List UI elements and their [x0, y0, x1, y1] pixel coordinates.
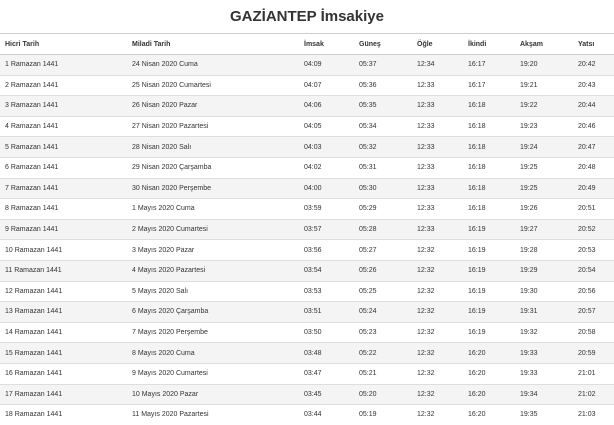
aksam-cell: 19:30 [515, 281, 573, 302]
hicri-date-cell: 2 Ramazan 1441 [0, 75, 127, 96]
ogle-cell: 12:32 [412, 302, 463, 323]
aksam-cell: 19:33 [515, 363, 573, 384]
table-row [0, 157, 614, 178]
gunes-cell: 05:21 [354, 363, 412, 384]
yatsi-cell: 20:43 [573, 75, 614, 96]
gunes-cell: 05:19 [354, 405, 412, 425]
yatsi-cell: 20:59 [573, 343, 614, 364]
gunes-cell: 05:30 [354, 178, 412, 199]
ikindi-cell: 16:19 [463, 302, 515, 323]
table-row [0, 219, 614, 240]
aksam-cell: 19:33 [515, 343, 573, 364]
imsak-cell: 03:48 [299, 343, 354, 364]
column-header-miladi: Miladi Tarih [127, 34, 299, 55]
table-row [0, 363, 614, 384]
hicri-date-cell: 6 Ramazan 1441 [0, 157, 127, 178]
table-row [0, 343, 614, 364]
table-row [0, 281, 614, 302]
gunes-cell: 05:24 [354, 302, 412, 323]
hicri-date-cell: 9 Ramazan 1441 [0, 219, 127, 240]
ikindi-cell: 16:20 [463, 384, 515, 405]
hicri-date-cell: 14 Ramazan 1441 [0, 322, 127, 343]
miladi-date-cell: 28 Nisan 2020 Salı [127, 137, 299, 158]
miladi-date-cell: 2 Mayıs 2020 Cumartesi [127, 219, 299, 240]
yatsi-cell: 20:44 [573, 96, 614, 117]
miladi-date-cell: 9 Mayıs 2020 Cumartesi [127, 363, 299, 384]
table-row [0, 240, 614, 261]
imsak-cell: 03:51 [299, 302, 354, 323]
aksam-cell: 19:29 [515, 260, 573, 281]
yatsi-cell: 20:42 [573, 55, 614, 76]
ikindi-cell: 16:18 [463, 157, 515, 178]
yatsi-cell: 20:49 [573, 178, 614, 199]
ikindi-cell: 16:18 [463, 137, 515, 158]
gunes-cell: 05:20 [354, 384, 412, 405]
ikindi-cell: 16:18 [463, 96, 515, 117]
aksam-cell: 19:35 [515, 405, 573, 425]
aksam-cell: 19:32 [515, 322, 573, 343]
ikindi-cell: 16:20 [463, 405, 515, 425]
yatsi-cell: 20:56 [573, 281, 614, 302]
imsak-cell: 04:05 [299, 116, 354, 137]
ikindi-cell: 16:20 [463, 363, 515, 384]
hicri-date-cell: 4 Ramazan 1441 [0, 116, 127, 137]
ikindi-cell: 16:19 [463, 219, 515, 240]
aksam-cell: 19:31 [515, 302, 573, 323]
miladi-date-cell: 3 Mayıs 2020 Pazar [127, 240, 299, 261]
ogle-cell: 12:33 [412, 199, 463, 220]
ogle-cell: 12:32 [412, 405, 463, 425]
aksam-cell: 19:20 [515, 55, 573, 76]
ogle-cell: 12:33 [412, 178, 463, 199]
gunes-cell: 05:37 [354, 55, 412, 76]
hicri-date-cell: 7 Ramazan 1441 [0, 178, 127, 199]
imsak-cell: 03:50 [299, 322, 354, 343]
column-header-hicri: Hicri Tarih [0, 34, 127, 55]
imsak-cell: 04:02 [299, 157, 354, 178]
aksam-cell: 19:26 [515, 199, 573, 220]
imsak-cell: 03:44 [299, 405, 354, 425]
hicri-date-cell: 15 Ramazan 1441 [0, 343, 127, 364]
ikindi-cell: 16:18 [463, 199, 515, 220]
yatsi-cell: 20:47 [573, 137, 614, 158]
aksam-cell: 19:21 [515, 75, 573, 96]
ogle-cell: 12:33 [412, 96, 463, 117]
ogle-cell: 12:34 [412, 55, 463, 76]
column-header-imsak: İmsak [299, 34, 354, 55]
yatsi-cell: 20:57 [573, 302, 614, 323]
miladi-date-cell: 29 Nisan 2020 Çarşamba [127, 157, 299, 178]
miladi-date-cell: 27 Nisan 2020 Pazartesi [127, 116, 299, 137]
aksam-cell: 19:28 [515, 240, 573, 261]
ogle-cell: 12:33 [412, 116, 463, 137]
column-header-ikindi: İkindi [463, 34, 515, 55]
gunes-cell: 05:23 [354, 322, 412, 343]
hicri-date-cell: 10 Ramazan 1441 [0, 240, 127, 261]
table-row [0, 178, 614, 199]
miladi-date-cell: 4 Mayıs 2020 Pazartesi [127, 260, 299, 281]
ogle-cell: 12:33 [412, 219, 463, 240]
ogle-cell: 12:32 [412, 322, 463, 343]
gunes-cell: 05:32 [354, 137, 412, 158]
table-row [0, 55, 614, 76]
ogle-cell: 12:32 [412, 240, 463, 261]
miladi-date-cell: 26 Nisan 2020 Pazar [127, 96, 299, 117]
column-header-gunes: Güneş [354, 34, 412, 55]
imsak-cell: 04:00 [299, 178, 354, 199]
miladi-date-cell: 10 Mayıs 2020 Pazar [127, 384, 299, 405]
ogle-cell: 12:33 [412, 137, 463, 158]
table-body [0, 55, 614, 425]
ogle-cell: 12:32 [412, 281, 463, 302]
ikindi-cell: 16:19 [463, 260, 515, 281]
table-row [0, 137, 614, 158]
table-row [0, 322, 614, 343]
ikindi-cell: 16:18 [463, 116, 515, 137]
column-header-aksam: Akşam [515, 34, 573, 55]
imsak-cell: 04:07 [299, 75, 354, 96]
imsak-cell: 03:56 [299, 240, 354, 261]
imsak-cell: 04:06 [299, 96, 354, 117]
miladi-date-cell: 6 Mayıs 2020 Çarşamba [127, 302, 299, 323]
aksam-cell: 19:34 [515, 384, 573, 405]
gunes-cell: 05:25 [354, 281, 412, 302]
miladi-date-cell: 5 Mayıs 2020 Salı [127, 281, 299, 302]
ikindi-cell: 16:17 [463, 55, 515, 76]
ogle-cell: 12:33 [412, 157, 463, 178]
table-row [0, 384, 614, 405]
yatsi-cell: 20:53 [573, 240, 614, 261]
aksam-cell: 19:25 [515, 178, 573, 199]
miladi-date-cell: 25 Nisan 2020 Cumartesi [127, 75, 299, 96]
hicri-date-cell: 18 Ramazan 1441 [0, 405, 127, 425]
gunes-cell: 05:28 [354, 219, 412, 240]
page-title: GAZİANTEP İmsakiye [230, 8, 384, 25]
hicri-date-cell: 1 Ramazan 1441 [0, 55, 127, 76]
gunes-cell: 05:27 [354, 240, 412, 261]
ogle-cell: 12:32 [412, 384, 463, 405]
hicri-date-cell: 17 Ramazan 1441 [0, 384, 127, 405]
gunes-cell: 05:31 [354, 157, 412, 178]
yatsi-cell: 20:52 [573, 219, 614, 240]
ogle-cell: 12:32 [412, 260, 463, 281]
hicri-date-cell: 11 Ramazan 1441 [0, 260, 127, 281]
miladi-date-cell: 1 Mayıs 2020 Cuma [127, 199, 299, 220]
gunes-cell: 05:26 [354, 260, 412, 281]
aksam-cell: 19:27 [515, 219, 573, 240]
miladi-date-cell: 7 Mayıs 2020 Perşembe [127, 322, 299, 343]
aksam-cell: 19:22 [515, 96, 573, 117]
yatsi-cell: 20:48 [573, 157, 614, 178]
ikindi-cell: 16:19 [463, 240, 515, 261]
table-row [0, 405, 614, 425]
imsak-cell: 04:03 [299, 137, 354, 158]
yatsi-cell: 20:46 [573, 116, 614, 137]
aksam-cell: 19:24 [515, 137, 573, 158]
imsak-cell: 04:09 [299, 55, 354, 76]
yatsi-cell: 20:58 [573, 322, 614, 343]
hicri-date-cell: 16 Ramazan 1441 [0, 363, 127, 384]
aksam-cell: 19:25 [515, 157, 573, 178]
ogle-cell: 12:32 [412, 363, 463, 384]
ikindi-cell: 16:18 [463, 178, 515, 199]
table-row [0, 96, 614, 117]
yatsi-cell: 21:01 [573, 363, 614, 384]
table-row [0, 199, 614, 220]
yatsi-cell: 20:54 [573, 260, 614, 281]
imsak-cell: 03:45 [299, 384, 354, 405]
ogle-cell: 12:32 [412, 343, 463, 364]
hicri-date-cell: 12 Ramazan 1441 [0, 281, 127, 302]
table-row [0, 116, 614, 137]
table-header-row [0, 34, 614, 55]
miladi-date-cell: 8 Mayıs 2020 Cuma [127, 343, 299, 364]
column-header-yatsi: Yatsı [573, 34, 614, 55]
gunes-cell: 05:29 [354, 199, 412, 220]
gunes-cell: 05:35 [354, 96, 412, 117]
table-row [0, 75, 614, 96]
miladi-date-cell: 24 Nisan 2020 Cuma [127, 55, 299, 76]
hicri-date-cell: 13 Ramazan 1441 [0, 302, 127, 323]
imsak-cell: 03:47 [299, 363, 354, 384]
table-row [0, 260, 614, 281]
miladi-date-cell: 30 Nisan 2020 Perşembe [127, 178, 299, 199]
column-header-ogle: Öğle [412, 34, 463, 55]
yatsi-cell: 21:02 [573, 384, 614, 405]
gunes-cell: 05:34 [354, 116, 412, 137]
aksam-cell: 19:23 [515, 116, 573, 137]
ikindi-cell: 16:19 [463, 281, 515, 302]
gunes-cell: 05:22 [354, 343, 412, 364]
hicri-date-cell: 3 Ramazan 1441 [0, 96, 127, 117]
ikindi-cell: 16:20 [463, 343, 515, 364]
imsakiye-table [0, 33, 614, 425]
table-row [0, 302, 614, 323]
hicri-date-cell: 8 Ramazan 1441 [0, 199, 127, 220]
yatsi-cell: 20:51 [573, 199, 614, 220]
hicri-date-cell: 5 Ramazan 1441 [0, 137, 127, 158]
ikindi-cell: 16:17 [463, 75, 515, 96]
gunes-cell: 05:36 [354, 75, 412, 96]
imsak-cell: 03:54 [299, 260, 354, 281]
imsak-cell: 03:57 [299, 219, 354, 240]
miladi-date-cell: 11 Mayıs 2020 Pazartesi [127, 405, 299, 425]
imsak-cell: 03:59 [299, 199, 354, 220]
yatsi-cell: 21:03 [573, 405, 614, 425]
imsak-cell: 03:53 [299, 281, 354, 302]
ogle-cell: 12:33 [412, 75, 463, 96]
ikindi-cell: 16:19 [463, 322, 515, 343]
